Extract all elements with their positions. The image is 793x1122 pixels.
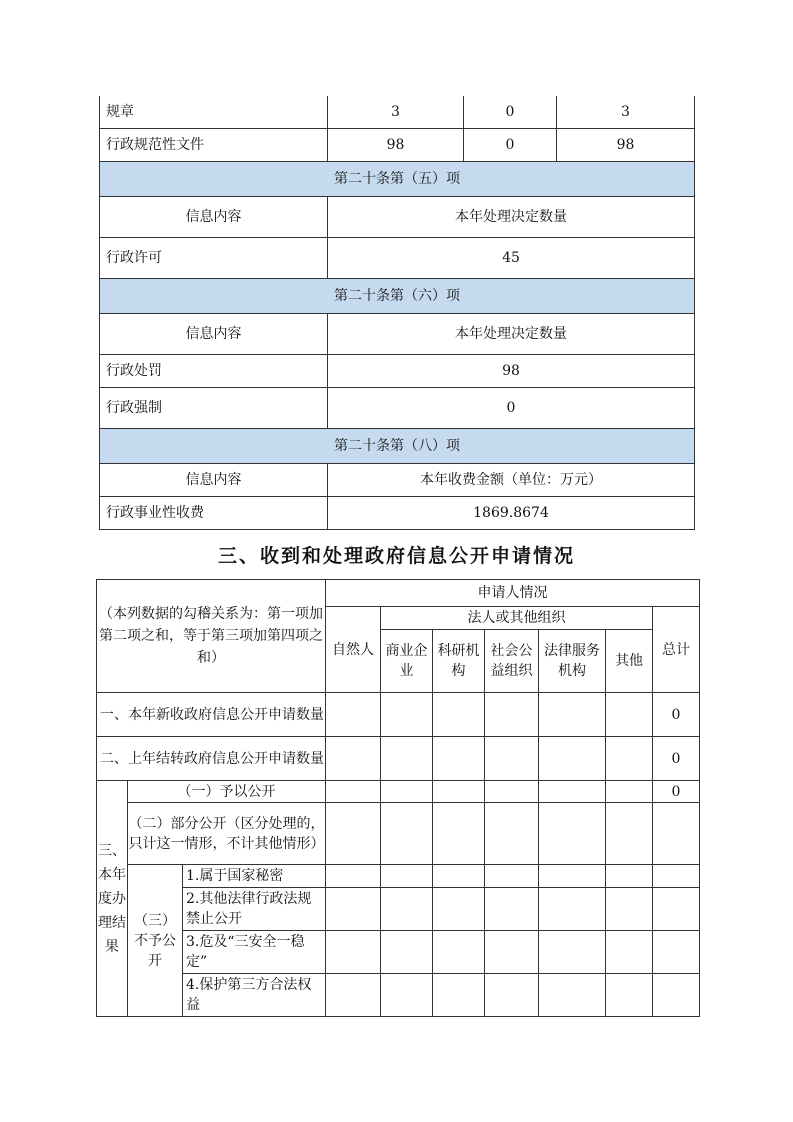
note-cell: （本列数据的勾稽关系为：第一项加第二项之和，等于第三项加第四项之和） bbox=[97, 580, 326, 693]
section-title: 第二十条第（六）项 bbox=[100, 279, 695, 314]
table-row bbox=[97, 803, 700, 865]
table-row bbox=[97, 693, 700, 737]
row-label: （一）予以公开 bbox=[128, 781, 326, 803]
column-header: 商业企业 bbox=[381, 630, 433, 693]
total-cell: 0 bbox=[653, 693, 700, 737]
table-header-row bbox=[100, 464, 695, 497]
row-label: 行政规范性文件 bbox=[100, 129, 328, 162]
cell-value: 0 bbox=[464, 96, 557, 129]
row-label: 二、上年结转政府信息公开申请数量 bbox=[97, 737, 326, 781]
cell-value: 3 bbox=[557, 96, 695, 129]
row-label: 3.危及“三安全一稳定” bbox=[183, 931, 326, 974]
section-header bbox=[100, 429, 695, 464]
total-cell: 0 bbox=[653, 781, 700, 803]
cell-value: 0 bbox=[328, 388, 695, 429]
application-stats-table bbox=[96, 579, 700, 1017]
column-header: 本年收费金额（单位：万元） bbox=[328, 464, 695, 497]
column-header: 自然人 bbox=[326, 607, 381, 693]
table-row bbox=[100, 388, 695, 429]
section-title-heading: 三、收到和处理政府信息公开申请情况 bbox=[217, 545, 575, 567]
total-cell: 0 bbox=[653, 737, 700, 781]
cell-value: 45 bbox=[328, 238, 695, 279]
row-label: 行政处罚 bbox=[100, 355, 328, 388]
row-label: 4.保护第三方合法权益 bbox=[183, 974, 326, 1017]
cell-value: 98 bbox=[328, 129, 464, 162]
column-header: 法律服务机构 bbox=[539, 630, 606, 693]
row-label: （二）部分公开（区分处理的，只计这一情形，不计其他情形） bbox=[128, 803, 326, 865]
column-header: 本年处理决定数量 bbox=[328, 197, 695, 238]
table-row bbox=[100, 355, 695, 388]
row-label: 行政许可 bbox=[100, 238, 328, 279]
row-label: 一、本年新收政府信息公开申请数量 bbox=[97, 693, 326, 737]
table-row bbox=[97, 865, 700, 888]
column-header: 总计 bbox=[653, 607, 700, 693]
table-header-row bbox=[100, 197, 695, 238]
result-label: 三、本年度办理结果 bbox=[97, 781, 128, 1017]
row-label: 2.其他法律行政法规禁止公开 bbox=[183, 888, 326, 931]
table-row bbox=[97, 781, 700, 803]
table-row bbox=[97, 888, 700, 931]
column-header: 信息内容 bbox=[100, 464, 328, 497]
cell-value: 1869.8674 bbox=[328, 497, 695, 530]
table-row bbox=[100, 497, 695, 530]
row-label: 行政强制 bbox=[100, 388, 328, 429]
section-title: 第二十条第（八）项 bbox=[100, 429, 695, 464]
row-label: （三）不予公开 bbox=[128, 865, 183, 1017]
cell-value: 98 bbox=[328, 355, 695, 388]
cell-value: 3 bbox=[328, 96, 464, 129]
table-header-row bbox=[100, 314, 695, 355]
disclosure-stats-table bbox=[99, 96, 695, 530]
cell-value: 0 bbox=[464, 129, 557, 162]
column-header: 其他 bbox=[606, 630, 653, 693]
table-header-row bbox=[97, 580, 700, 607]
row-label: 规章 bbox=[100, 96, 328, 129]
table-row bbox=[97, 974, 700, 1017]
cell-value: 98 bbox=[557, 129, 695, 162]
table-row bbox=[100, 96, 695, 129]
row-label: 行政事业性收费 bbox=[100, 497, 328, 530]
column-header: 信息内容 bbox=[100, 314, 328, 355]
column-header: 申请人情况 bbox=[326, 580, 700, 607]
table-row bbox=[97, 931, 700, 974]
table-row bbox=[97, 737, 700, 781]
section-header bbox=[100, 279, 695, 314]
section-title: 第二十条第（五）项 bbox=[100, 162, 695, 197]
row-label: 1.属于国家秘密 bbox=[183, 865, 326, 888]
column-header: 本年处理决定数量 bbox=[328, 314, 695, 355]
column-header: 科研机构 bbox=[433, 630, 485, 693]
table-row bbox=[100, 129, 695, 162]
column-header: 法人或其他组织 bbox=[381, 607, 653, 630]
table-row bbox=[100, 238, 695, 279]
column-header: 信息内容 bbox=[100, 197, 328, 238]
column-header: 社会公益组织 bbox=[485, 630, 539, 693]
section-header bbox=[100, 162, 695, 197]
